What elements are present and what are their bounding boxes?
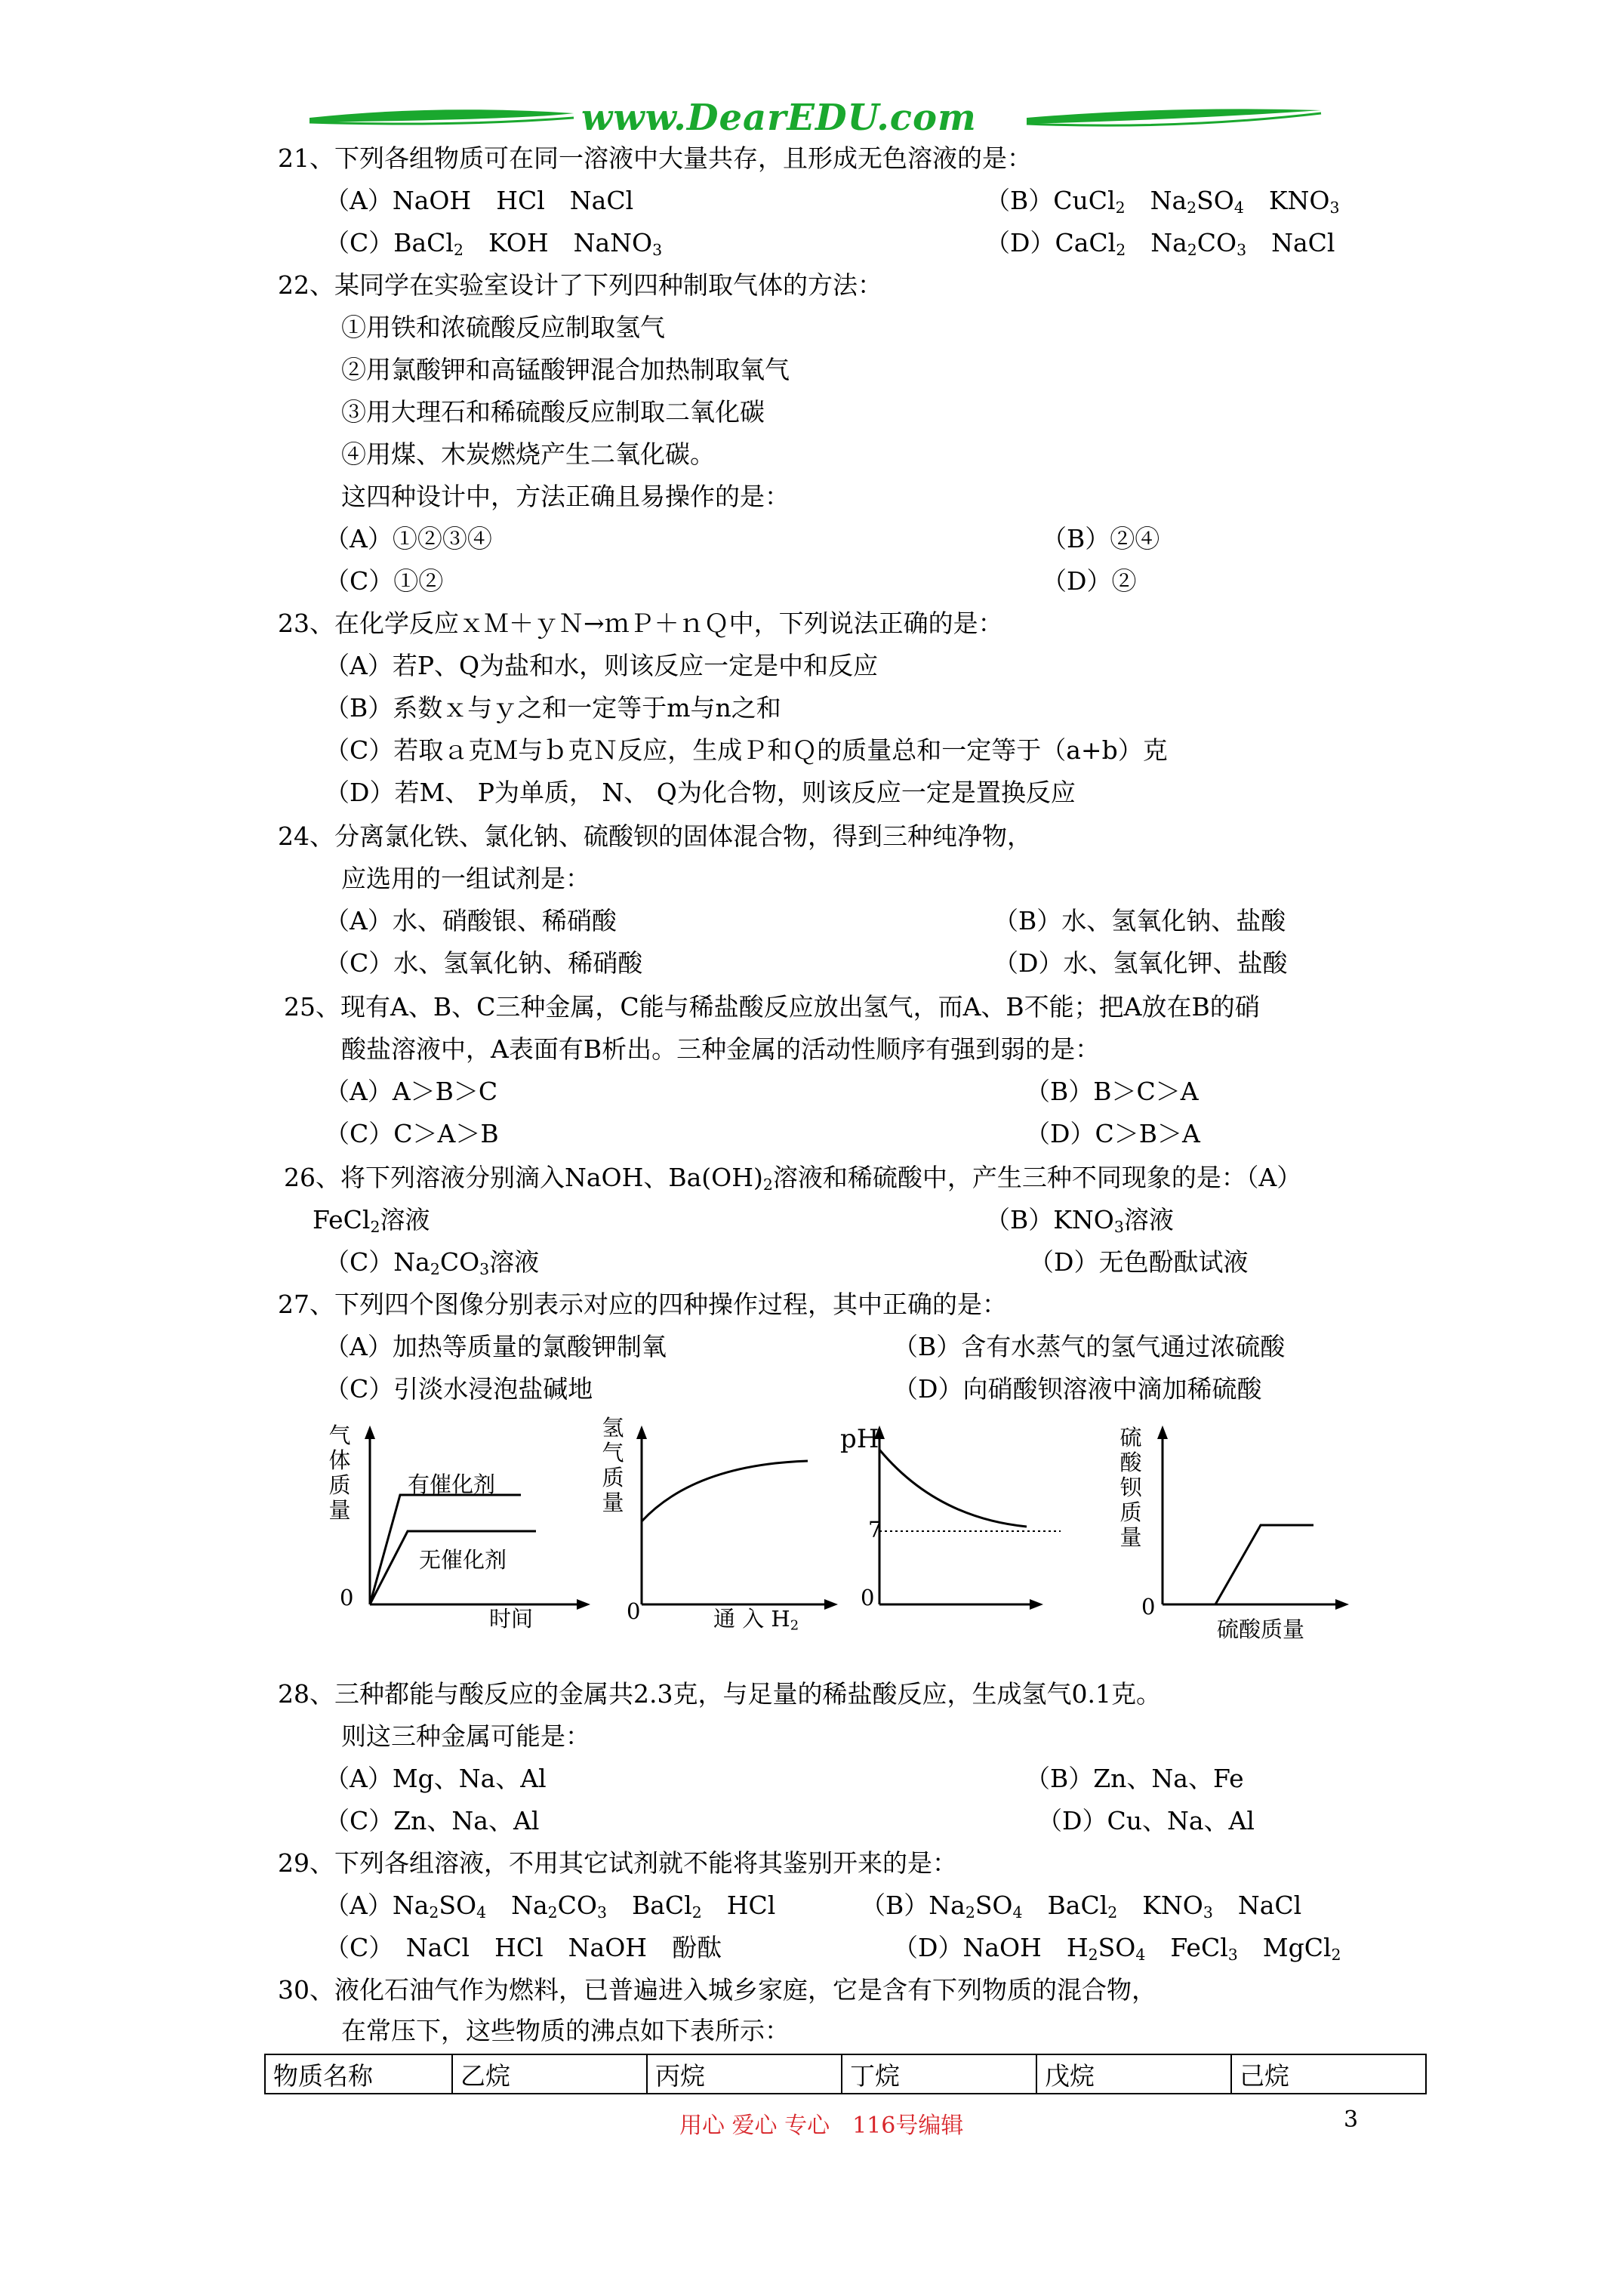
q30-stem: 30、液化石油气作为燃料，已普遍进入城乡家庭，它是含有下列物质的混合物， <box>278 1975 1156 2005</box>
q29-stem: 29、下列各组溶液，不用其它试剂就不能将其鉴别开来的是： <box>278 1848 957 1878</box>
q27-option-d: （D）向硝酸钡溶液中滴加稀硫酸 <box>893 1374 1262 1404</box>
q29-option-b: $(B)Na_2SO_4$ BaCl$_2$ $KNO_3$ NaCl <box>861 1891 1302 1922</box>
q22-item-1: ①用铁和浓硫酸反应制取氢气 <box>341 313 665 342</box>
q26-option-a: FeCl$_2$溶液 <box>313 1205 430 1237</box>
q23-option-c: （C）若取ａ克Ｍ与ｂ克Ｎ反应，生成Ｐ和Ｑ的质量总和一定等于（a+b）克 <box>325 735 1168 765</box>
q27-option-c: （C）引淡水浸泡盐碱地 <box>325 1374 593 1404</box>
table-cell: 己烷 <box>1231 2054 1426 2094</box>
table-cell: 物质名称 <box>265 2054 452 2094</box>
q28-option-a: （A）Mg、Na、Al <box>325 1764 547 1793</box>
q26-option-c: $(C)Na_2CO_3$溶液 <box>325 1247 540 1279</box>
q23-option-b: （B）系数ｘ与ｙ之和一定等于m与n之和 <box>325 693 781 723</box>
q28-option-d: （D）Cu、Na、Al <box>1037 1806 1255 1835</box>
q29-option-c: （C） NaCl HCl NaOH 酚酞 <box>325 1933 722 1962</box>
graph-a-line2-label: 无催化剂 <box>419 1547 507 1573</box>
page-number: 3 <box>1344 2106 1359 2133</box>
graph-d <box>1144 1419 1370 1616</box>
q22-item-3: ③用大理石和稀硫酸反应制取二氧化碳 <box>341 397 765 427</box>
q25-stem-2: 酸盐溶液中，A表面有B析出。三种金属的活动性顺序有强到弱的是： <box>341 1034 1101 1064</box>
table-cell: 丁烷 <box>842 2054 1036 2094</box>
q24-stem: 24、分离氯化铁、氯化钠、硫酸钡的固体混合物，得到三种纯净物， <box>278 821 1032 851</box>
graph-a-line1-label: 有催化剂 <box>408 1472 496 1497</box>
graph-a-origin: 0 <box>340 1585 354 1610</box>
footer-text: 用心 爱心 专心 116号编辑 <box>679 2113 964 2139</box>
q27-option-a: （A）加热等质量的氯酸钾制氧 <box>325 1332 667 1361</box>
q25-stem: 25、现有A、B、C三种金属，C能与稀盐酸反应放出氢气，而A、B不能；把A放在B的硝 <box>284 992 1260 1022</box>
q24-stem-2: 应选用的一组试剂是： <box>341 864 590 893</box>
q28-option-b: （B）Zn、Na、Fe <box>1025 1764 1244 1793</box>
q21-stem: 21、下列各组物质可在同一溶液中大量共存，且形成无色溶液的是： <box>278 143 1032 173</box>
graph-d-xlabel: 硫酸质量 <box>1217 1616 1305 1642</box>
graph-b-xlabel: 通 入 $H_2$ <box>713 1606 799 1634</box>
q29-option-d: （D）NaOH $H_2SO_4$ FeCl$_3$ MgCl$_2$ <box>893 1933 1341 1965</box>
q25-option-d: （D）C＞B＞A <box>1025 1119 1200 1148</box>
q21-option-a: （A）NaOH HCl NaCl <box>325 186 634 215</box>
q30-stem-2: 在常压下，这些物质的沸点如下表所示： <box>341 2016 790 2045</box>
q27-option-b: （B）含有水蒸气的氢气通过浓硫酸 <box>893 1332 1286 1361</box>
graph-d-origin: 0 <box>1141 1594 1156 1620</box>
graph-a-xlabel: 时间 <box>489 1606 534 1632</box>
q25-option-c: （C）C＞A＞B <box>325 1119 499 1148</box>
graph-b-origin: 0 <box>627 1598 641 1624</box>
q22-option-d: （D）② <box>1042 566 1137 596</box>
q22-item-4: ④用煤、木炭燃烧产生二氧化碳。 <box>341 439 715 469</box>
q26-option-d: （D）无色酚酞试液 <box>1029 1247 1249 1277</box>
table-cell: 丙烷 <box>647 2054 842 2094</box>
graph-d-ylabel: 硫 酸 钡 质 量 <box>1119 1425 1142 1550</box>
table-row <box>265 2054 1426 2094</box>
q24-option-a: （A）水、硝酸银、稀硝酸 <box>325 906 617 935</box>
q21-option-c: （C）BaCl$_2$ KOH NaNO$_3$ <box>325 228 663 260</box>
q22-stem: 22、某同学在实验室设计了下列四种制取气体的方法： <box>278 270 882 300</box>
graph-a-ylabel: 气 体 质 量 <box>328 1422 351 1523</box>
graph-b-ylabel: 氢 气 质 量 <box>602 1415 624 1515</box>
graph-a <box>355 1419 596 1616</box>
q26-option-b: $(B)KNO_3$溶液 <box>985 1205 1174 1237</box>
q25-option-b: （B）B＞C＞A <box>1025 1077 1199 1106</box>
q28-option-c: （C）Zn、Na、Al <box>325 1806 540 1835</box>
q21-option-b: （B）CuCl$_2$ $Na_2SO_4$ $KNO_3$ <box>985 186 1340 217</box>
table-cell: 乙烷 <box>452 2054 647 2094</box>
graph-c-origin: 0 <box>861 1585 875 1610</box>
table-cell: 戊烷 <box>1036 2054 1231 2094</box>
q28-stem-2: 则这三种金属可能是： <box>341 1721 590 1751</box>
q28-stem: 28、三种都能与酸反应的金属共2.3克，与足量的稀盐酸反应，生成氢气0.1克。 <box>278 1679 1161 1709</box>
q24-option-b: （B）水、氢氧化钠、盐酸 <box>993 906 1286 935</box>
q24-option-d: （D）水、氢氧化钾、盐酸 <box>993 948 1288 978</box>
graph-c <box>861 1419 1087 1616</box>
q21-option-d: （D）CaCl$_2$ $Na_2CO_3$ NaCl <box>985 228 1335 260</box>
q22-option-a: （A）①②③④ <box>325 524 492 553</box>
q23-option-a: （A）若P、Q为盐和水，则该反应一定是中和反应 <box>325 651 879 680</box>
graph-c-ylabel: pH <box>840 1424 879 1454</box>
q29-option-a: $(A)Na_2SO_4$ $Na_2CO_3$ BaCl$_2$ HCl <box>325 1891 776 1922</box>
q22-option-c: （C）①② <box>325 566 444 596</box>
q27-stem: 27、下列四个图像分别表示对应的四种操作过程，其中正确的是： <box>278 1290 1007 1319</box>
q22-option-b: （B）②④ <box>1042 524 1160 553</box>
q23-option-d: （D）若M、 P为单质， N、 Q为化合物，则该反应一定是置换反应 <box>325 778 1076 807</box>
graph-b <box>627 1419 845 1616</box>
q24-option-c: （C）水、氢氧化钠、稀硝酸 <box>325 948 643 978</box>
q22-ask: 这四种设计中，方法正确且易操作的是： <box>341 482 790 511</box>
boiling-point-table <box>264 2054 1427 2094</box>
graph-c-mark: 7 <box>868 1517 882 1542</box>
site-logo-text: www.DearEDU.com <box>581 97 977 139</box>
q25-option-a: （A）A＞B＞C <box>325 1077 498 1106</box>
q22-item-2: ②用氯酸钾和高锰酸钾混合加热制取氧气 <box>341 355 790 384</box>
q23-stem: 23、在化学反应ｘＭ＋ｙＮ→ｍＰ＋ｎＱ中，下列说法正确的是： <box>278 609 1003 638</box>
q26-stem: 26、将下列溶液分别滴入NaOH、$Ba(OH)_2$溶液和稀硫酸中，产生三种不同现象的是：（A） <box>284 1163 1302 1194</box>
